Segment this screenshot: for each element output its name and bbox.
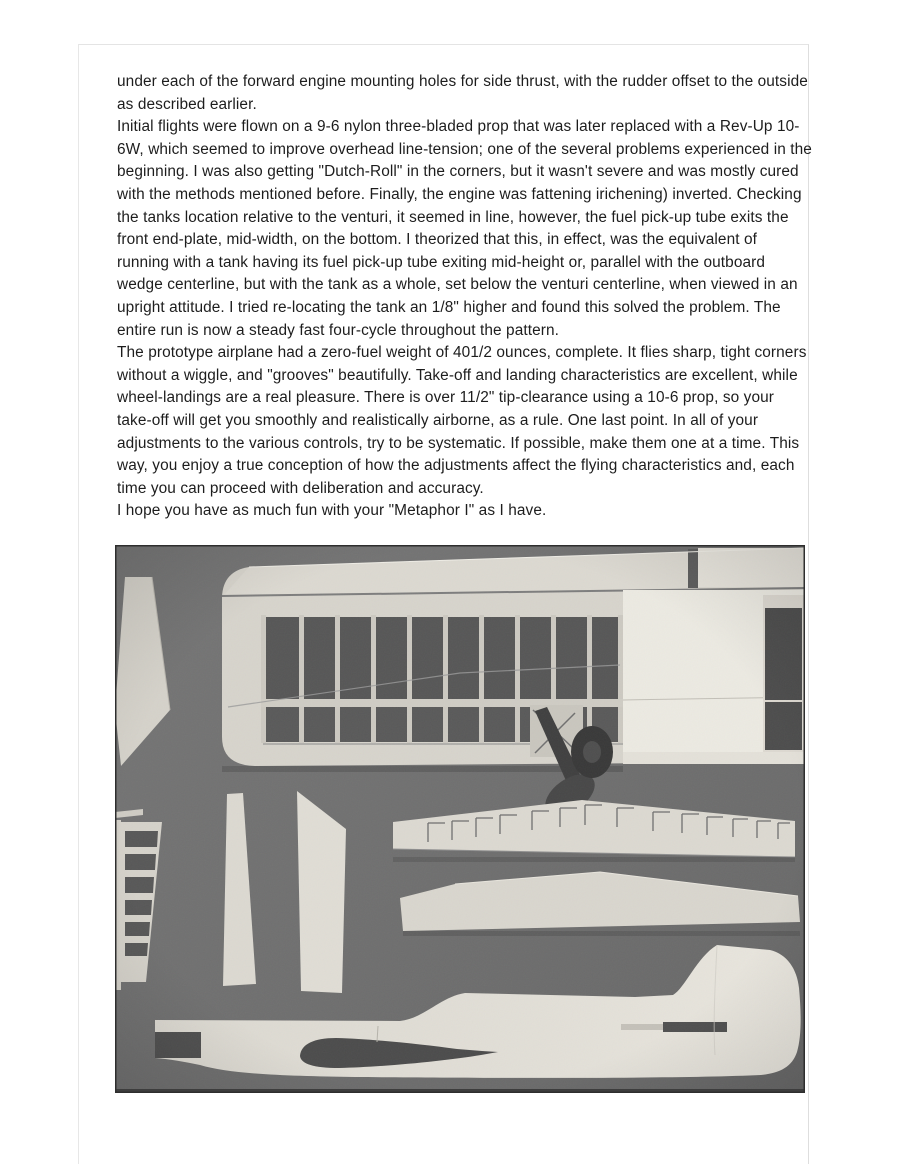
document-sheet: [78, 44, 812, 1164]
article-text: [117, 71, 813, 523]
photo-model-airplane-parts: [115, 545, 805, 1093]
paragraph-1: under each of the forward engine mounting holes for side thrust, with the rudder offset to the outside as described earlier.: [117, 73, 808, 113]
paragraph-4: I hope you have as much fun with your "Metaphor I" as I have.: [117, 502, 547, 520]
paragraph-3: The prototype airplane had a zero-fuel weight of 401/2 ounces, complete. It flies sharp, tight corners without a wiggle, and "grooves" beautifully. Take-off and landing characteristics are excellent, while wheel-landings are a real pleasure. There is over 11/2" tip-clearance using a 10-6 prop, so your take-off will get you smoothly and realistically airborne, as a rule. One last point. In all of your adjustments to the various controls, try to be systematic. If possible, make them one at a time. This way, you enjoy a true conception of how the adjustments affect the flying characteristics and, each time you can proceed with deliberation and accuracy.: [117, 344, 807, 497]
paragraph-2: Initial flights were flown on a 9-6 nylon three-bladed prop that was later replaced with a Rev-Up 10-6W, which seemed to improve overhead line-tension; one of the several problems experienced in the beginning. I was also getting "Dutch-Roll" in the corners, but it wasn't severe and was mostly cured with the methods mentioned before. Finally, the engine was fattening irichening) inverted. Checking the tanks location relative to the venturi, it seemed in line, however, the fuel pick-up tube exits the front end-plate, mid-width, on the bottom. I theorized that this, in effect, was the equivalent of running with a tank having its fuel pick-up tube exiting mid-height or, parallel with the outboard wedge centerline, but with the tank as a whole, set below the venturi centerline, when viewed in an upright attitude. I tried re-locating the tank an 1/8" higher and found this solved the problem. The entire run is now a steady fast four-cycle throughout the pattern.: [117, 118, 812, 339]
photo-grain-overlay: [115, 545, 805, 1093]
